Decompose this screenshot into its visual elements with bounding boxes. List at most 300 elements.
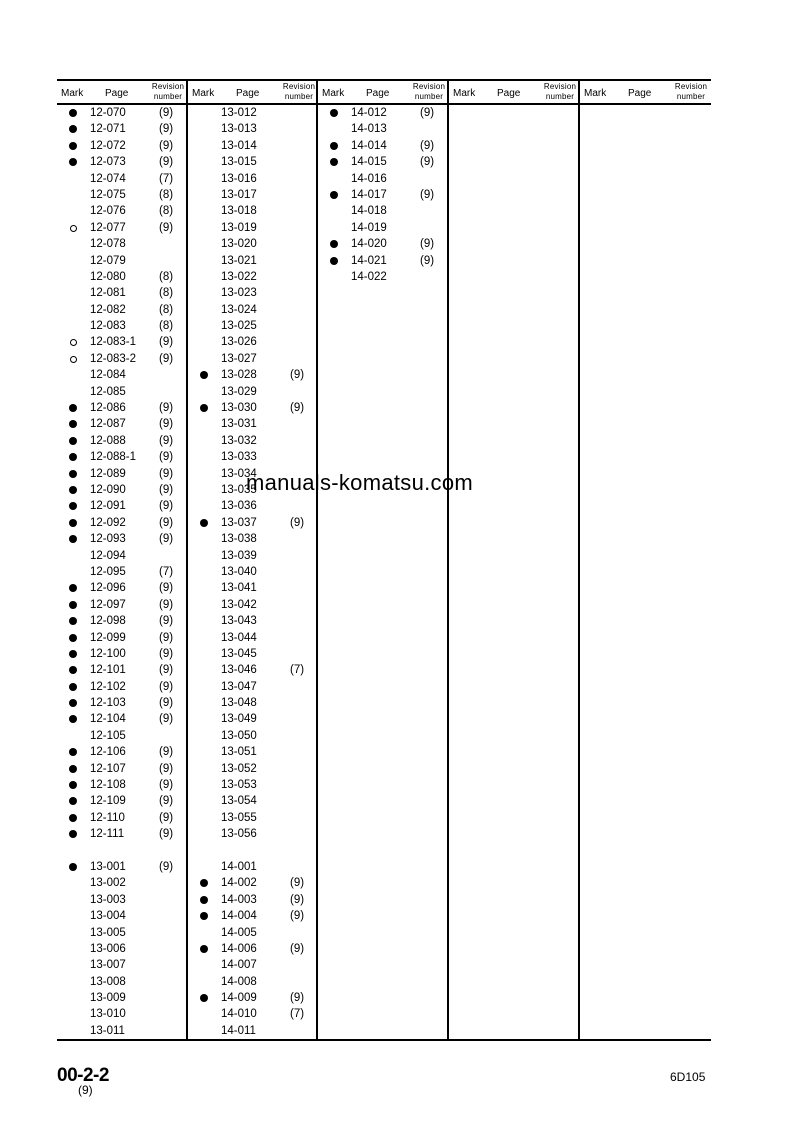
table-row — [57, 138, 187, 154]
table-row — [188, 974, 318, 990]
filled-circle-icon — [328, 253, 340, 269]
table-row — [188, 105, 318, 121]
filled-circle-icon — [67, 580, 79, 596]
filled-circle-icon — [67, 597, 79, 613]
page-number: 12-090 — [90, 483, 126, 496]
page-number: 13-033 — [221, 451, 257, 464]
mark-empty — [198, 433, 210, 449]
page-number: 12-079 — [90, 254, 126, 267]
mark-empty — [198, 498, 210, 514]
header-mark: Mark — [192, 88, 215, 99]
mark-empty — [198, 925, 210, 941]
table-row — [188, 171, 318, 187]
header-revision-line1: Revision — [412, 82, 446, 91]
mark-empty — [198, 711, 210, 727]
mark-empty — [198, 154, 210, 170]
filled-circle-icon — [67, 630, 79, 646]
table-row — [188, 187, 318, 203]
table-row — [57, 269, 187, 285]
revision-number: (9) — [159, 795, 174, 808]
page-number: 14-012 — [351, 107, 387, 119]
mark-empty — [198, 220, 210, 236]
revision-number: (7) — [159, 565, 174, 578]
page-number: 12-110 — [90, 811, 125, 824]
column-header — [188, 81, 318, 103]
revision-number: (7) — [159, 172, 174, 185]
table-row — [188, 613, 318, 629]
header-page: Page — [497, 88, 521, 99]
filled-circle-icon — [328, 154, 340, 170]
column-header — [449, 81, 579, 103]
page-number: 12-107 — [90, 762, 126, 775]
header-revision-line1: Revision — [151, 82, 185, 91]
header-revision-line2: number — [545, 92, 575, 101]
page-number: 13-048 — [221, 697, 257, 710]
mark-empty — [198, 384, 210, 400]
page-number: 13-010 — [90, 1008, 126, 1021]
page-number: 13-021 — [221, 254, 257, 267]
revision-number: (9) — [159, 713, 174, 726]
filled-circle-icon — [328, 105, 340, 121]
mark-empty — [67, 548, 79, 564]
revision-number: (8) — [159, 303, 174, 316]
table-row — [57, 253, 187, 269]
revision-number: (9) — [159, 500, 174, 513]
mark-empty — [198, 138, 210, 154]
table-row — [188, 843, 318, 859]
filled-circle-icon — [67, 515, 79, 531]
mark-empty — [198, 843, 210, 859]
page-number: 13-032 — [221, 434, 257, 447]
table-row — [188, 695, 318, 711]
table-row — [188, 679, 318, 695]
table-row — [57, 334, 187, 350]
table-row — [57, 367, 187, 383]
page-number: 14-006 — [221, 942, 257, 955]
table-row — [188, 925, 318, 941]
header-revision-number — [149, 82, 187, 102]
mark-empty — [67, 941, 79, 957]
page-number: 14-003 — [221, 893, 257, 906]
table-row — [188, 416, 318, 432]
page-number: 13-017 — [221, 188, 257, 201]
filled-circle-icon — [67, 613, 79, 629]
revision-number: (9) — [159, 123, 174, 136]
revision-number: (9) — [290, 369, 305, 382]
table-row — [57, 580, 187, 596]
mark-empty — [198, 761, 210, 777]
header-mark: Mark — [61, 88, 84, 99]
revision-number: (9) — [159, 402, 174, 415]
revision-number: (9) — [159, 139, 174, 152]
filled-circle-icon — [67, 433, 79, 449]
table-row — [57, 416, 187, 432]
row-list — [318, 105, 448, 285]
page-number: 14-002 — [221, 877, 257, 890]
row-list — [188, 105, 318, 1039]
revision-number: (9) — [290, 893, 305, 906]
table-row — [57, 679, 187, 695]
page-number: 12-071 — [90, 123, 126, 136]
column-header — [318, 81, 448, 103]
page-number: 13-056 — [221, 828, 257, 841]
mark-empty — [67, 285, 79, 301]
page-number: 13-046 — [221, 664, 257, 677]
page-number: 13-004 — [90, 910, 126, 923]
filled-circle-icon — [67, 105, 79, 121]
column-header — [57, 81, 187, 103]
header-revision-line1: Revision — [674, 82, 708, 91]
page-number: 12-109 — [90, 795, 126, 808]
page-number: 13-045 — [221, 647, 257, 660]
table-row — [188, 203, 318, 219]
mark-empty — [67, 990, 79, 1006]
column-group-4 — [449, 79, 579, 1041]
page-number: 12-076 — [90, 205, 126, 218]
filled-circle-icon — [67, 449, 79, 465]
watermark-text: manuals-komatsu.com — [246, 470, 473, 495]
page-number: 14-020 — [351, 238, 387, 251]
filled-circle-icon — [67, 826, 79, 842]
table-row — [57, 728, 187, 744]
filled-circle-icon — [67, 695, 79, 711]
page-number: 13-047 — [221, 680, 257, 693]
page-number: 13-026 — [221, 336, 257, 349]
mark-empty — [198, 826, 210, 842]
page-number: 14-022 — [351, 270, 387, 283]
revision-number: (9) — [420, 107, 435, 119]
revision-number: (9) — [159, 598, 174, 611]
filled-circle-icon — [67, 777, 79, 793]
table-row — [188, 810, 318, 826]
revision-number: (9) — [159, 434, 174, 447]
table-row — [57, 121, 187, 137]
table-row — [188, 777, 318, 793]
table-row — [57, 744, 187, 760]
filled-circle-icon — [198, 941, 210, 957]
page-number: 12-105 — [90, 729, 126, 742]
revision-number: (9) — [420, 156, 435, 169]
table-row — [188, 957, 318, 973]
table-row — [188, 941, 318, 957]
page-number: 13-009 — [90, 992, 126, 1005]
header-page: Page — [236, 88, 260, 99]
header-page: Page — [628, 88, 652, 99]
filled-circle-icon — [67, 482, 79, 498]
page-number: 14-011 — [221, 1024, 256, 1037]
filled-circle-icon — [67, 810, 79, 826]
revision-number: (9) — [159, 467, 174, 480]
revision-table — [57, 79, 711, 1041]
table-row — [188, 990, 318, 1006]
filled-circle-icon — [67, 416, 79, 432]
mark-empty — [67, 203, 79, 219]
mark-empty — [67, 908, 79, 924]
revision-number: (8) — [159, 320, 174, 333]
page-number: 13-041 — [221, 582, 257, 595]
mark-empty — [67, 564, 79, 580]
header-revision-number — [280, 82, 318, 102]
table-row — [57, 449, 187, 465]
mark-empty — [67, 367, 79, 383]
page-number: 13-022 — [221, 270, 257, 283]
page-number: 13-031 — [221, 418, 257, 431]
mark-empty — [198, 597, 210, 613]
table-row — [57, 531, 187, 547]
table-row — [188, 875, 318, 891]
open-circle-icon — [67, 334, 79, 350]
filled-circle-icon — [67, 662, 79, 678]
mark-empty — [328, 171, 340, 187]
revision-number: (9) — [290, 402, 305, 415]
page-number: 13-003 — [90, 893, 126, 906]
mark-empty — [198, 187, 210, 203]
page-number: 14-007 — [221, 959, 257, 972]
table-row — [57, 990, 187, 1006]
header-revision-line2: number — [153, 92, 183, 101]
page-number: 13-043 — [221, 615, 257, 628]
mark-empty — [198, 318, 210, 334]
revision-number: (9) — [159, 631, 174, 644]
page-number: 13-025 — [221, 320, 257, 333]
revision-number: (9) — [159, 352, 174, 365]
mark-empty — [67, 1023, 79, 1039]
page-number: 12-091 — [90, 500, 126, 513]
table-row — [57, 285, 187, 301]
table-row — [57, 203, 187, 219]
mark-empty — [198, 105, 210, 121]
revision-number: (9) — [159, 828, 174, 841]
page-number: 12-088 — [90, 434, 126, 447]
revision-number: (9) — [290, 992, 305, 1005]
page-number: 12-083-2 — [90, 352, 137, 365]
header-mark: Mark — [322, 88, 345, 99]
table-row — [57, 875, 187, 891]
table-row — [188, 302, 318, 318]
mark-empty — [198, 793, 210, 809]
page-number: 12-087 — [90, 418, 126, 431]
page-number: 12-104 — [90, 713, 126, 726]
page-number: 12-098 — [90, 615, 126, 628]
mark-empty — [198, 253, 210, 269]
revision-number: (9) — [159, 582, 174, 595]
filled-circle-icon — [67, 400, 79, 416]
filled-circle-icon — [67, 154, 79, 170]
page-number: 12-095 — [90, 565, 126, 578]
revision-number: (9) — [159, 533, 174, 546]
table-row — [57, 466, 187, 482]
mark-empty — [198, 613, 210, 629]
page-number: 13-019 — [221, 221, 257, 234]
table-row — [57, 613, 187, 629]
table-row — [188, 744, 318, 760]
table-row — [188, 892, 318, 908]
page-number: 13-042 — [221, 598, 257, 611]
page-number: 12-089 — [90, 467, 126, 480]
page-number: 12-102 — [90, 680, 126, 693]
page-number: 13-016 — [221, 172, 257, 185]
filled-circle-icon — [67, 138, 79, 154]
table-row — [188, 761, 318, 777]
revision-number: (9) — [159, 221, 174, 234]
revision-number: (9) — [420, 238, 435, 251]
table-row — [57, 302, 187, 318]
mark-empty — [67, 384, 79, 400]
table-row — [188, 908, 318, 924]
mark-empty — [198, 1006, 210, 1022]
page-number: 13-051 — [221, 746, 257, 759]
mark-empty — [198, 449, 210, 465]
page-number: 13-024 — [221, 303, 257, 316]
table-row — [57, 761, 187, 777]
table-row — [57, 351, 187, 367]
table-row — [188, 334, 318, 350]
revision-number: (9) — [159, 779, 174, 792]
table-row — [188, 515, 318, 531]
filled-circle-icon — [67, 498, 79, 514]
revision-number: (9) — [420, 139, 435, 152]
page-number: 13-023 — [221, 287, 257, 300]
header-page: Page — [105, 88, 129, 99]
revision-number: (8) — [159, 205, 174, 218]
header-revision-line2: number — [414, 92, 444, 101]
page-number: 13-014 — [221, 139, 257, 152]
page-number: 13-030 — [221, 402, 257, 415]
page-number: 12-070 — [90, 107, 126, 119]
page-number: 14-018 — [351, 205, 387, 218]
mark-empty — [67, 974, 79, 990]
header-page: Page — [366, 88, 390, 99]
mark-empty — [67, 269, 79, 285]
revision-number: (9) — [159, 762, 174, 775]
mark-empty — [67, 892, 79, 908]
table-row — [318, 121, 448, 137]
table-row — [318, 269, 448, 285]
page-number: 14-008 — [221, 975, 257, 988]
table-row — [318, 236, 448, 252]
table-row — [188, 597, 318, 613]
page-number: 12-075 — [90, 188, 126, 201]
mark-empty — [67, 236, 79, 252]
table-row — [57, 171, 187, 187]
page-number: 13-020 — [221, 238, 257, 251]
page-number: 12-111 — [90, 828, 125, 841]
mark-empty — [198, 810, 210, 826]
table-row — [57, 236, 187, 252]
page-number: 13-050 — [221, 729, 257, 742]
filled-circle-icon — [67, 859, 79, 875]
mark-empty — [198, 269, 210, 285]
revision-number: (9) — [159, 483, 174, 496]
revision-number: (9) — [420, 254, 435, 267]
page-number: 13-055 — [221, 811, 257, 824]
page-number: 12-088-1 — [90, 451, 137, 464]
mark-empty — [198, 1023, 210, 1039]
table-row — [188, 121, 318, 137]
filled-circle-icon — [198, 875, 210, 891]
footer-page-revision: (9) — [78, 1083, 93, 1097]
mark-empty — [198, 646, 210, 662]
mark-empty — [328, 269, 340, 285]
table-row — [57, 810, 187, 826]
page-number: 12-072 — [90, 139, 126, 152]
table-row — [57, 564, 187, 580]
table-row — [188, 1023, 318, 1039]
page-number: 12-073 — [90, 156, 126, 169]
page-number: 12-078 — [90, 238, 126, 251]
revision-number: (9) — [159, 746, 174, 759]
page-number: 14-005 — [221, 926, 257, 939]
page-number: 14-017 — [351, 188, 387, 201]
mark-empty — [198, 302, 210, 318]
page-number: 12-099 — [90, 631, 126, 644]
page-number: 12-106 — [90, 746, 126, 759]
revision-number: (9) — [159, 697, 174, 710]
table-row — [57, 498, 187, 514]
page-number: 13-036 — [221, 500, 257, 513]
page-number: 14-010 — [221, 1008, 257, 1021]
page-number: 14-015 — [351, 156, 387, 169]
table-row — [188, 662, 318, 678]
page-number: 13-035 — [221, 483, 257, 496]
page-number: 12-092 — [90, 516, 126, 529]
table-row — [318, 171, 448, 187]
filled-circle-icon — [198, 892, 210, 908]
column-header — [580, 81, 710, 103]
page-number: 14-009 — [221, 992, 257, 1005]
table-row — [57, 1023, 187, 1039]
header-revision-number — [672, 82, 710, 102]
filled-circle-icon — [67, 531, 79, 547]
filled-circle-icon — [198, 990, 210, 1006]
table-row — [57, 515, 187, 531]
mark-empty — [198, 564, 210, 580]
page-number: 13-054 — [221, 795, 257, 808]
filled-circle-icon — [198, 515, 210, 531]
mark-empty — [328, 203, 340, 219]
filled-circle-icon — [198, 367, 210, 383]
page-number: 14-004 — [221, 910, 257, 923]
page-number: 12-074 — [90, 172, 126, 185]
page-number: 12-096 — [90, 582, 126, 595]
revision-number: (9) — [290, 942, 305, 955]
mark-empty — [328, 121, 340, 137]
table-row — [188, 646, 318, 662]
mark-empty — [198, 466, 210, 482]
table-row — [318, 203, 448, 219]
mark-empty — [67, 875, 79, 891]
table-row — [57, 843, 187, 859]
mark-empty — [198, 679, 210, 695]
revision-number: (8) — [159, 270, 174, 283]
table-row — [188, 826, 318, 842]
table-row — [57, 908, 187, 924]
filled-circle-icon — [67, 646, 79, 662]
page-number: 12-077 — [90, 221, 126, 234]
mark-empty — [67, 957, 79, 973]
table-row — [57, 941, 187, 957]
table-row — [57, 220, 187, 236]
table-row — [57, 711, 187, 727]
revision-number: (7) — [290, 664, 305, 677]
page-number: 12-094 — [90, 549, 126, 562]
header-mark: Mark — [584, 88, 607, 99]
revision-number: (8) — [159, 287, 174, 300]
page-number: 13-001 — [90, 860, 126, 873]
table-row — [57, 793, 187, 809]
table-row — [57, 597, 187, 613]
table-row — [318, 154, 448, 170]
